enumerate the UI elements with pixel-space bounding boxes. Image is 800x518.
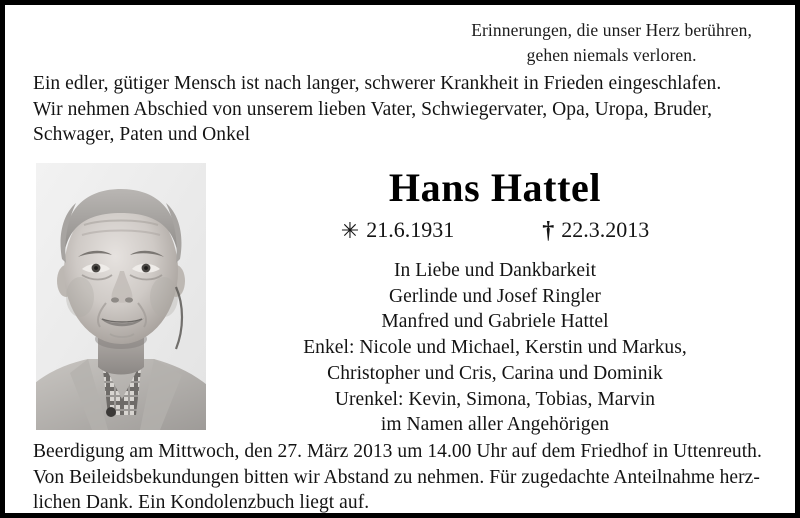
deceased-name: Hans Hattel <box>388 165 602 210</box>
intro-line-2: Wir nehmen Abschied von unserem lieben Vater, Schwiegervater, Opa, Uropa, Bruder, <box>33 98 713 120</box>
portrait-photo-image <box>36 163 206 430</box>
survivor-line-6: Urenkel: Kevin, Simona, Tobias, Marvin <box>334 388 656 410</box>
survivor-line-1: In Liebe und Dankbarkeit <box>393 260 597 281</box>
intro-line-1: Ein edler, gütiger Mensch ist nach langer, schwerer Krankheit in Frieden eingeschlafen. <box>33 73 722 94</box>
closing-paragraph <box>33 439 775 513</box>
death-cross-icon: † <box>542 218 555 244</box>
closing-line-1: Beerdigung am Mittwoch, den 27. März 2013 um 14.00 Uhr auf dem Friedhof in Uttenreuth. <box>33 441 762 462</box>
motto-line-1: Erinnerungen, die unser Herz berühren, <box>471 20 752 40</box>
survivor-line-4: Enkel: Nicole und Michael, Kerstin und Markus, <box>303 337 687 359</box>
closing-line-2: Von Beileidsbekundungen bitten wir Abstand zu nehmen. Für zugedachte Anteilnahme herz- <box>33 466 760 488</box>
survivor-line-5: Christopher und Cris, Carina und Dominik <box>327 362 663 384</box>
name-block <box>215 165 775 243</box>
motto-line-2: gehen niemals verloren. <box>526 45 697 65</box>
survivors-block <box>215 258 775 438</box>
obituary-notice-body <box>5 5 795 513</box>
death-date: 22.3.2013 <box>561 217 650 242</box>
intro-line-3: Schwager, Paten und Onkel <box>33 124 251 145</box>
closing-line-3: lichen Dank. Ein Kondolenzbuch liegt auf. <box>33 492 370 513</box>
birth-star-icon: ✳ <box>340 218 360 243</box>
motto-text <box>471 18 752 68</box>
survivor-line-3: Manfred und Gabriele Hattel <box>381 311 609 333</box>
survivor-line-7: im Namen aller Angehörigen <box>380 414 610 436</box>
birth-date-item <box>341 217 454 243</box>
intro-paragraph <box>33 71 775 148</box>
life-dates <box>215 217 775 243</box>
survivor-line-2: Gerlinde und Josef Ringler <box>389 285 601 307</box>
birth-date: 21.6.1931 <box>366 217 455 242</box>
portrait-photo <box>36 163 206 430</box>
death-date-item <box>542 217 649 243</box>
